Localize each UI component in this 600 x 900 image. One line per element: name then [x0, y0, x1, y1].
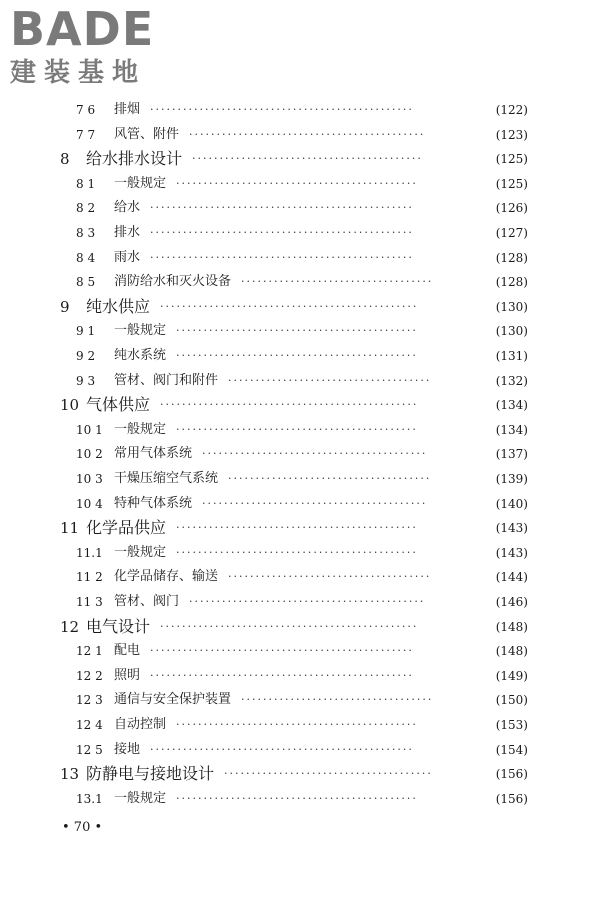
toc-page: (131) — [495, 349, 528, 363]
toc-leader-dots: ····································· — [228, 472, 432, 485]
toc-leader-dots: ··············································· — [160, 398, 419, 412]
toc-page: (128) — [495, 250, 528, 265]
toc-page: (148) — [495, 644, 528, 659]
toc-page: (137) — [495, 447, 528, 462]
toc-title: 化学品储存、输送 — [114, 569, 219, 585]
toc-section-row — [0, 590, 600, 614]
toc-leader-dots: ············································ — [176, 718, 418, 731]
toc-page: (149) — [495, 668, 528, 683]
toc-title: 排水 — [114, 225, 141, 240]
toc-leader-dots: ················································ — [150, 644, 414, 658]
toc-page: (148) — [495, 619, 528, 634]
toc-title: 纯水系统 — [114, 348, 167, 363]
toc-leader-dots: ········································· — [202, 447, 428, 461]
toc-number: 10 1 — [76, 422, 103, 437]
toc-page: (143) — [495, 545, 528, 560]
toc-number: 12 3 — [76, 693, 103, 708]
toc-number: 9 — [60, 297, 70, 316]
toc-title: 一般规定 — [114, 175, 167, 191]
toc-number: 8 5 — [76, 275, 96, 290]
toc-leader-dots: ················································ — [150, 250, 414, 264]
toc-section-row — [0, 738, 600, 762]
page-number: • 70 • — [62, 820, 103, 835]
toc-number: 13.1 — [76, 791, 103, 806]
toc-page: (134) — [495, 398, 528, 413]
toc-page: (130) — [495, 299, 528, 314]
toc-section-row — [0, 688, 600, 712]
toc-title: 自动控制 — [114, 717, 167, 732]
toc-section-row — [0, 565, 600, 589]
toc-number: 10 — [60, 396, 80, 415]
toc-number: 11 2 — [76, 570, 103, 585]
toc-title: 管材、阀门 — [114, 594, 180, 609]
toc-leader-dots: ····································· — [228, 570, 432, 584]
toc-leader-dots: ················································ — [150, 201, 414, 215]
toc-leader-dots: ··································· — [241, 693, 434, 707]
toc-page: (156) — [495, 791, 528, 806]
logo-subtitle: 建装基地 — [10, 58, 147, 88]
toc-section-row — [0, 541, 600, 565]
toc-title: 接地 — [114, 741, 141, 757]
toc-page: (154) — [495, 742, 528, 757]
toc-number: 9 2 — [76, 349, 96, 363]
toc-title: 气体供应 — [86, 395, 151, 415]
toc-page: (123) — [495, 127, 528, 142]
toc-title: 特种气体系统 — [114, 495, 193, 511]
table-of-contents — [0, 98, 600, 818]
toc-leader-dots: ················································ — [150, 668, 414, 682]
toc-section-row — [0, 98, 600, 122]
toc-section-row — [0, 270, 600, 294]
toc-section-row — [0, 344, 600, 368]
toc-number: 12 4 — [76, 718, 103, 732]
toc-title: 一般规定 — [114, 421, 167, 437]
toc-section-row — [0, 787, 600, 811]
toc-section-row — [0, 467, 600, 491]
toc-chapter-row — [0, 295, 600, 319]
toc-section-row — [0, 319, 600, 343]
toc-chapter-row — [0, 762, 600, 786]
toc-title: 干燥压缩空气系统 — [114, 471, 219, 486]
toc-title: 纯水供应 — [86, 296, 151, 316]
toc-number: 10 3 — [76, 472, 103, 486]
toc-page: (122) — [495, 103, 528, 117]
toc-title: 排烟 — [114, 102, 141, 117]
toc-section-row — [0, 639, 600, 663]
toc-number: 10 2 — [76, 447, 103, 462]
toc-section-row — [0, 664, 600, 688]
toc-section-row — [0, 196, 600, 220]
toc-number: 9 1 — [76, 324, 96, 339]
toc-leader-dots: ················································ — [150, 742, 414, 756]
toc-title: 一般规定 — [114, 544, 167, 560]
toc-page: (156) — [495, 767, 528, 782]
toc-page: (140) — [495, 496, 528, 511]
toc-page: (144) — [495, 570, 528, 585]
toc-page: (139) — [495, 472, 528, 486]
toc-leader-dots: ··········································· — [189, 595, 426, 608]
toc-section-row — [0, 221, 600, 245]
toc-leader-dots: ············································ — [176, 521, 418, 535]
toc-leader-dots: ············································ — [176, 176, 418, 190]
toc-leader-dots: ········································· — [202, 496, 428, 510]
toc-leader-dots: ······································ — [224, 767, 433, 781]
toc-leader-dots: ··············································· — [160, 299, 419, 313]
toc-number: 8 3 — [76, 226, 96, 240]
toc-leader-dots: ············································ — [176, 422, 418, 436]
toc-title: 配电 — [114, 643, 141, 659]
toc-number: 8 1 — [76, 176, 96, 191]
toc-number: 7 6 — [76, 103, 96, 117]
toc-section-row — [0, 123, 600, 147]
toc-number: 9 3 — [76, 373, 96, 388]
logo-wordmark — [10, 4, 154, 54]
toc-section-row — [0, 418, 600, 442]
toc-page: (130) — [495, 324, 528, 339]
toc-title: 照明 — [114, 667, 141, 683]
brand-logo — [8, 4, 178, 90]
toc-number: 12 1 — [76, 644, 103, 659]
toc-number: 8 2 — [76, 201, 96, 216]
toc-page: (128) — [495, 275, 528, 290]
toc-title: 常用气体系统 — [114, 446, 193, 462]
toc-leader-dots: ··············································· — [160, 619, 419, 633]
toc-page: (134) — [495, 422, 528, 437]
toc-title: 消防给水和灭火设备 — [114, 274, 232, 290]
toc-number: 12 — [60, 617, 80, 636]
toc-title: 雨水 — [114, 249, 141, 265]
toc-chapter-row — [0, 615, 600, 639]
toc-chapter-row — [0, 516, 600, 540]
toc-section-row — [0, 369, 600, 393]
toc-title: 给水排水设计 — [86, 149, 183, 169]
toc-title: 给水 — [114, 200, 141, 216]
toc-title: 通信与安全保护装置 — [114, 692, 232, 708]
toc-leader-dots: ············································ — [176, 324, 418, 338]
toc-chapter-row — [0, 393, 600, 417]
toc-page: (143) — [495, 521, 528, 536]
toc-page: (127) — [495, 226, 528, 240]
toc-number: 12 5 — [76, 742, 103, 757]
toc-page: (125) — [495, 176, 528, 191]
toc-section-row — [0, 246, 600, 270]
toc-title: 一般规定 — [114, 323, 167, 339]
toc-page: (125) — [495, 152, 528, 167]
toc-number: 8 4 — [76, 250, 96, 265]
toc-title: 电气设计 — [86, 616, 151, 636]
toc-number: 10 4 — [76, 496, 103, 511]
toc-leader-dots: ··········································· — [189, 127, 426, 141]
toc-title: 防静电与接地设计 — [86, 764, 215, 784]
toc-leader-dots: ············································ — [176, 545, 418, 559]
toc-leader-dots: ·········································· — [192, 152, 423, 166]
toc-number: 13 — [60, 765, 80, 784]
toc-title: 化学品供应 — [86, 518, 167, 538]
toc-chapter-row — [0, 147, 600, 171]
toc-page: (150) — [495, 693, 528, 708]
toc-section-row — [0, 442, 600, 466]
toc-number: 11 3 — [76, 595, 103, 609]
toc-section-row — [0, 492, 600, 516]
toc-number: 8 — [60, 150, 70, 169]
toc-page: (126) — [495, 201, 528, 216]
toc-section-row — [0, 172, 600, 196]
toc-page: (146) — [495, 595, 528, 609]
toc-number: 11.1 — [76, 545, 103, 560]
logo-word: BADE — [10, 2, 155, 56]
toc-leader-dots: ················································ — [150, 103, 414, 116]
toc-title: 一般规定 — [114, 790, 167, 806]
toc-number: 12 2 — [76, 668, 103, 683]
toc-leader-dots: ················································ — [150, 226, 414, 239]
toc-number: 11 — [60, 519, 80, 538]
toc-leader-dots: ············································ — [176, 791, 418, 805]
toc-page: (153) — [495, 718, 528, 732]
toc-section-row — [0, 713, 600, 737]
toc-page: (132) — [495, 373, 528, 388]
toc-leader-dots: ····································· — [228, 373, 432, 387]
toc-number: 7 7 — [76, 127, 96, 142]
toc-leader-dots: ··································· — [241, 275, 434, 289]
toc-leader-dots: ············································ — [176, 349, 418, 362]
toc-title: 风管、附件 — [114, 126, 180, 142]
toc-title: 管材、阀门和附件 — [114, 372, 219, 388]
